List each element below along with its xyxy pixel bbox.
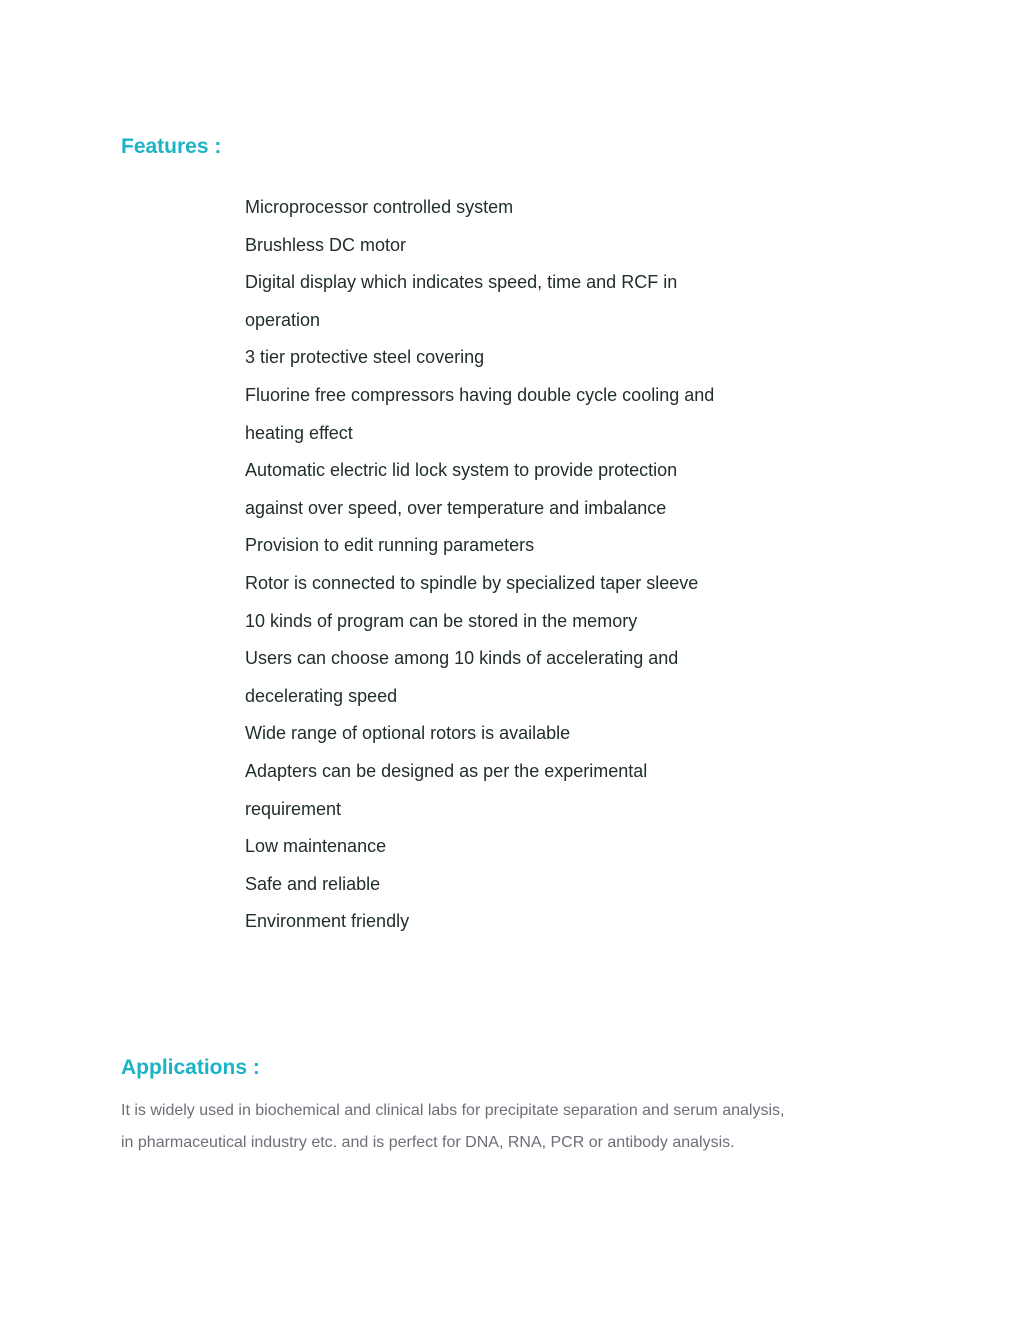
feature-item: Brushless DC motor: [245, 234, 407, 255]
feature-item: 10 kinds of program can be stored in the memory: [245, 610, 638, 631]
feature-item: Fluorine free compressors having double cycle cooling and heating effect: [245, 384, 715, 443]
feature-item: Microprocessor controlled system: [245, 197, 514, 217]
feature-item: 3 tier protective steel covering: [245, 347, 485, 368]
applications-heading: Applications :: [121, 1056, 260, 1079]
features-list: [245, 189, 725, 941]
feature-item: Safe and reliable: [245, 873, 381, 894]
applications-paragraph: It is widely used in biochemical and clinical labs for precipitate separation and serum analysis, in pharmaceutical industry etc. and is perfect for DNA, RNA, PCR or antibody analysis.: [121, 1102, 785, 1151]
feature-item: Environment friendly: [245, 911, 410, 932]
feature-item: Rotor is connected to spindle by specialized taper sleeve: [245, 572, 699, 593]
feature-item: Automatic electric lid lock system to provide protection against over speed, over temperature and imbalance: [245, 460, 678, 518]
feature-item: Provision to edit running parameters: [245, 535, 535, 556]
feature-item: Adapters can be designed as per the experimental requirement: [245, 760, 648, 819]
feature-item: Digital display which indicates speed, time and RCF in operation: [245, 272, 678, 330]
feature-item: Users can choose among 10 kinds of accelerating and decelerating speed: [245, 648, 679, 706]
feature-item: Wide range of optional rotors is available: [245, 723, 571, 744]
features-heading: Features :: [121, 135, 222, 158]
feature-item: Low maintenance: [245, 836, 387, 857]
